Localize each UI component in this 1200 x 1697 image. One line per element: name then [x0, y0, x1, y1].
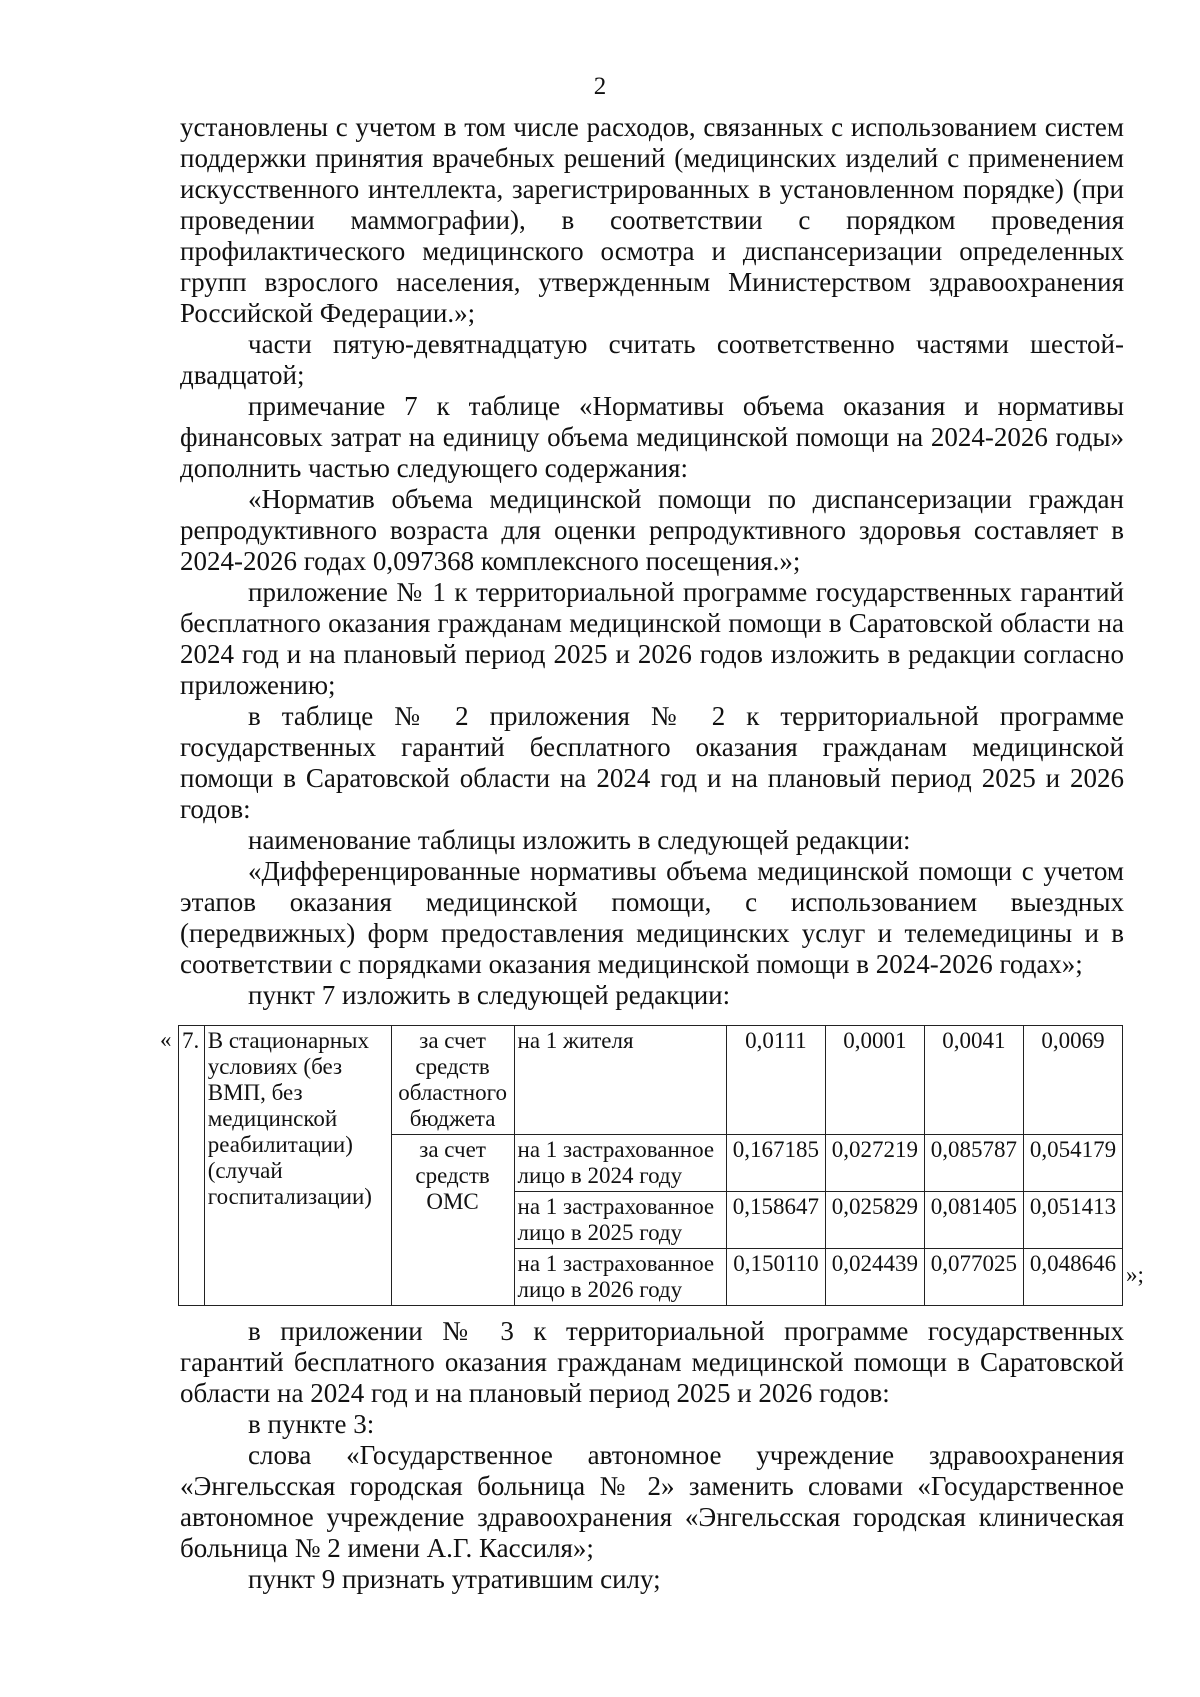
- source-cell: за счет средств ОМС: [391, 1135, 514, 1306]
- paragraph-12: слова «Государственное автономное учреждение здравоохранения «Энгельсская городская больница № 2» заменить словами «Государственное автономное учреждение здравоохранения «Энгельсская городская клиническая больница № 2 имени А.Г. Кассиля»;: [180, 1440, 1124, 1563]
- text-block-bottom: [180, 1316, 1124, 1595]
- page-number: 2: [593, 73, 607, 100]
- norm-table: [178, 1025, 1123, 1306]
- value-cell: 0,0001: [825, 1026, 924, 1135]
- condition-cell: В стационарных условиях (без ВМП, без медицинской реабилитации) (случай госпитализации): [204, 1026, 391, 1306]
- row-number: 7.: [179, 1026, 205, 1306]
- unit-cell: на 1 застрахованное лицо в 2026 году: [514, 1249, 726, 1306]
- paragraph-9: пункт 7 изложить в следующей редакции:: [248, 980, 731, 1010]
- paragraph-10: в приложении № 3 к территориальной программе государственных гарантий бесплатного оказания гражданам медицинской помощи в Саратовской области на 2024 год и на плановый период 2025 и 2026 годов:: [180, 1316, 1124, 1408]
- paragraph-8: «Дифференцированные нормативы объема медицинской помощи с учетом этапов оказания медицинской помощи, с использованием выездных (передвижных) форм предоставления медицинских услуг и телемедицины и в соответствии с порядками оказания медицинской помощи в 2024-2026 годах»;: [180, 856, 1124, 979]
- value-cell: 0,027219: [825, 1135, 924, 1192]
- unit-cell: на 1 застрахованное лицо в 2025 году: [514, 1192, 726, 1249]
- value-cell: 0,0069: [1023, 1026, 1122, 1135]
- value-cell: 0,0041: [924, 1026, 1023, 1135]
- paragraph-3: примечание 7 к таблице «Нормативы объема оказания и нормативы финансовых затрат на единицу объема медицинской помощи на 2024-2026 годы» дополнить частью следующего содержания:: [180, 391, 1124, 483]
- paragraph-5: приложение № 1 к территориальной программе государственных гарантий бесплатного оказания гражданам медицинской помощи в Саратовской области на 2024 год и на плановый период 2025 и 2026 годов изложить в редакции согласно приложению;: [180, 577, 1124, 700]
- value-cell: 0,054179: [1023, 1135, 1122, 1192]
- value-cell: 0,077025: [924, 1249, 1023, 1306]
- paragraph-1: установлены с учетом в том числе расходов, связанных с использованием систем поддержки принятия врачебных решений (медицинских изделий с применением искусственного интеллекта, зарегистрированных в установленном порядке) (при проведении маммографии), в соответствии с порядком проведения профилактического медицинского осмотра и диспансеризации определенных групп взрослого населения, утвержденным Министерством здравоохранения Российской Федерации.»;: [180, 112, 1124, 328]
- paragraph-2: части пятую-девятнадцатую считать соответственно частями шестой-двадцатой;: [180, 329, 1124, 390]
- source-cell: за счет средств областного бюджета: [391, 1026, 514, 1135]
- value-cell: 0,024439: [825, 1249, 924, 1306]
- paragraph-11: в пункте 3:: [248, 1409, 375, 1439]
- value-cell: 0,081405: [924, 1192, 1023, 1249]
- paragraph-4: «Норматив объема медицинской помощи по диспансеризации граждан репродуктивного возраста для оценки репродуктивного здоровья составляет в 2024-2026 годах 0,097368 комплексного посещения.»;: [180, 484, 1124, 576]
- text-block-top: [180, 112, 1124, 1011]
- value-cell: 0,0111: [726, 1026, 825, 1135]
- value-cell: 0,085787: [924, 1135, 1023, 1192]
- unit-cell: на 1 жителя: [514, 1026, 726, 1135]
- value-cell: 0,158647: [726, 1192, 825, 1249]
- paragraph-7: наименование таблицы изложить в следующей редакции:: [248, 825, 911, 855]
- paragraph-6: в таблице № 2 приложения № 2 к территориальной программе государственных гарантий бесплатного оказания гражданам медицинской помощи в Саратовской области на 2024 год и на плановый период 2025 и 2026 годов:: [180, 701, 1124, 824]
- value-cell: 0,025829: [825, 1192, 924, 1249]
- table-row: [179, 1026, 1123, 1135]
- value-cell: 0,048646: [1023, 1249, 1122, 1306]
- value-cell: 0,150110: [726, 1249, 825, 1306]
- unit-cell: на 1 застрахованное лицо в 2024 году: [514, 1135, 726, 1192]
- table-open-quote: «: [160, 1027, 172, 1052]
- value-cell: 0,051413: [1023, 1192, 1122, 1249]
- paragraph-13: пункт 9 признать утратившим силу;: [248, 1564, 661, 1594]
- table-close-quote: »;: [1126, 1262, 1144, 1287]
- value-cell: 0,167185: [726, 1135, 825, 1192]
